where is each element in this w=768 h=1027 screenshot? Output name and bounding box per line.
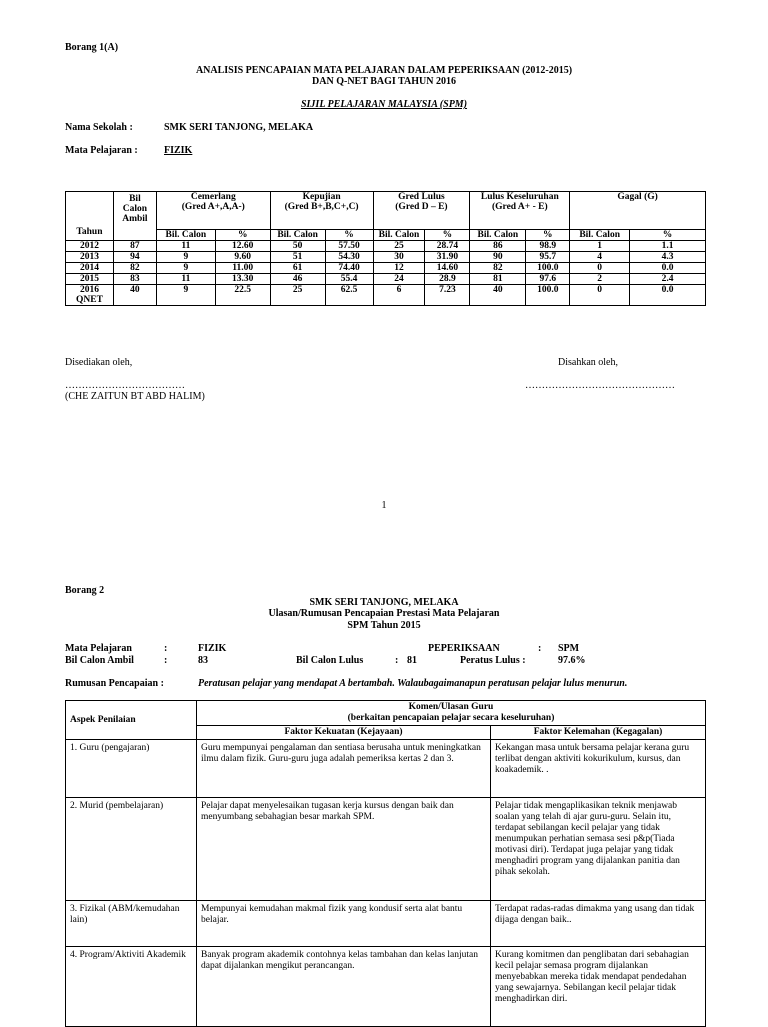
aspect-cell: 4. Program/Aktiviti Akademik	[66, 947, 197, 1027]
data-cell: 9	[156, 285, 215, 306]
data-cell: 22.5	[215, 285, 270, 306]
pass-rate-value: 97.6%	[558, 655, 586, 666]
data-cell: 2	[570, 274, 630, 285]
data-cell: 94	[113, 252, 156, 263]
data-cell: 62.5	[325, 285, 373, 306]
aspect-cell: 1. Guru (pengajaran)	[66, 740, 197, 798]
weakness-cell: Kurang komitmen dan penglibatan dari sebahagian kecil pelajar semasa program dijalankan menyebabkan mereka tidak mendapat pendedahan yang sewajarnya. Sebilangan kecil pelajar tidak menghadirkan diri.	[491, 947, 706, 1027]
page-title-line2: DAN Q-NET BAGI TAHUN 2016	[312, 76, 456, 87]
data-cell: 4.3	[630, 252, 706, 263]
page-subtitle: SIJIL PELAJARAN MALAYSIA (SPM)	[300, 99, 468, 110]
summary-value: Peratusan pelajar yang mendapat A bertambah. Walaubagaimanapun peratusan pelajar lulus menurun.	[198, 678, 628, 689]
form-label: Borang 1(A)	[65, 42, 119, 53]
data-cell: 12	[373, 263, 425, 274]
passed-label: Bil Calon Lulus	[296, 655, 364, 666]
header-aspect: Aspek Penilaian	[66, 701, 197, 740]
data-cell: 13.30	[215, 274, 270, 285]
colon: :	[164, 655, 168, 666]
sub-pct: %	[215, 230, 270, 241]
header-gagal: Gagal (G)	[570, 192, 706, 230]
school-value: SMK SERI TANJONG, MELAKA	[164, 122, 314, 133]
candidates-label: Bil Calon Ambil	[65, 655, 134, 666]
weakness-cell: Terdapat radas-radas dimakma yang usang dan tidak dijaga dengan baik..	[491, 901, 706, 947]
table-row	[66, 274, 706, 285]
results-table	[65, 191, 706, 306]
colon: :	[395, 655, 399, 666]
signature-line-right: ………………………………………	[525, 380, 675, 391]
passed-value: 81	[407, 655, 417, 666]
data-cell: 57.50	[325, 241, 373, 252]
data-cell: 0	[570, 285, 630, 306]
data-cell: 83	[113, 274, 156, 285]
data-cell: 25	[373, 241, 425, 252]
data-cell: 11.00	[215, 263, 270, 274]
approved-by-label: Disahkan oleh,	[558, 357, 618, 368]
data-cell: 40	[113, 285, 156, 306]
data-cell: 87	[113, 241, 156, 252]
signature-line-left: ………………………………	[65, 380, 185, 391]
data-cell: 40	[470, 285, 526, 306]
sub-pct: %	[425, 230, 470, 241]
data-cell: 46	[270, 274, 325, 285]
header-bil-calon: Bil Calon Ambil	[113, 192, 156, 241]
colon: :	[538, 643, 542, 654]
data-cell: 74.40	[325, 263, 373, 274]
form2-title: SMK SERI TANJONG, MELAKA	[309, 597, 459, 608]
data-cell: 50	[270, 241, 325, 252]
weakness-cell: Kekangan masa untuk bersama pelajar kerana guru terlibat dengan aktiviti kokurikulum, kursus, dan koakademik. .	[491, 740, 706, 798]
data-cell: 25	[270, 285, 325, 306]
data-cell: 81	[470, 274, 526, 285]
data-cell: 51	[270, 252, 325, 263]
data-cell: 2.4	[630, 274, 706, 285]
data-cell: 54.30	[325, 252, 373, 263]
data-cell: 12.60	[215, 241, 270, 252]
year-cell: 2012	[66, 241, 114, 252]
candidates-value: 83	[198, 655, 208, 666]
data-cell: 0.0	[630, 263, 706, 274]
review-table	[65, 700, 706, 1027]
data-cell: 55.4	[325, 274, 373, 285]
sub-bil: Bil. Calon	[156, 230, 215, 241]
data-cell: 61	[270, 263, 325, 274]
sub-pct: %	[526, 230, 570, 241]
data-cell: 28.74	[425, 241, 470, 252]
colon: :	[164, 643, 168, 654]
header-cemerlang: Cemerlang (Gred A+,A,A-)	[156, 192, 270, 230]
sub-pct: %	[630, 230, 706, 241]
strength-cell: Pelajar dapat menyelesaikan tugasan kerja kursus dengan baik dan menyumbang sebahagian besar markah SPM.	[197, 798, 491, 901]
sub-pct: %	[325, 230, 373, 241]
subject-label: Mata Pelajaran :	[65, 145, 138, 156]
data-cell: 98.9	[526, 241, 570, 252]
preparer-name: (CHE ZAITUN BT ABD HALIM)	[65, 391, 205, 402]
aspect-cell: 2. Murid (pembelajaran)	[66, 798, 197, 901]
page-number: 1	[381, 500, 387, 511]
table-row	[66, 252, 706, 263]
data-cell: 1.1	[630, 241, 706, 252]
data-cell: 82	[113, 263, 156, 274]
data-cell: 11	[156, 274, 215, 285]
header-lulus-keseluruhan: Lulus Keseluruhan (Gred A+ - E)	[470, 192, 570, 230]
table-row	[66, 285, 706, 306]
year-cell: 2015	[66, 274, 114, 285]
sub-bil: Bil. Calon	[270, 230, 325, 241]
data-cell: 0.0	[630, 285, 706, 306]
data-cell: 86	[470, 241, 526, 252]
subject-value: FIZIK	[198, 643, 227, 654]
aspect-cell: 3. Fizikal (ABM/kemudahan lain)	[66, 901, 197, 947]
strength-cell: Mempunyai kemudahan makmal fizik yang kondusif serta alat bantu belajar.	[197, 901, 491, 947]
data-cell: 100.0	[526, 263, 570, 274]
prepared-by-label: Disediakan oleh,	[65, 357, 133, 368]
sub-bil: Bil. Calon	[570, 230, 630, 241]
strength-cell: Guru mempunyai pengalaman dan sentiasa berusaha untuk meningkatkan ilmu dalam fizik. Guru-guru juga adalah pemeriksa kertas 2 dan 3.	[197, 740, 491, 798]
strength-cell: Banyak program akademik contohnya kelas tambahan dan kelas lanjutan dapat dijalankan mengikut perancangan.	[197, 947, 491, 1027]
data-cell: 28.9	[425, 274, 470, 285]
year-cell: 2014	[66, 263, 114, 274]
exam-value: SPM	[558, 643, 580, 654]
data-cell: 90	[470, 252, 526, 263]
sub-bil: Bil. Calon	[373, 230, 425, 241]
data-cell: 6	[373, 285, 425, 306]
pass-rate-label: Peratus Lulus :	[460, 655, 526, 666]
header-tahun: Tahun	[66, 192, 114, 241]
school-label: Nama Sekolah :	[65, 122, 133, 133]
header-gred-lulus: Gred Lulus (Gred D – E)	[373, 192, 470, 230]
year-cell: 2016 QNET	[66, 285, 114, 306]
data-cell: 31.90	[425, 252, 470, 263]
header-kepujian: Kepujian (Gred B+,B,C+,C)	[270, 192, 373, 230]
sub-bil: Bil. Calon	[470, 230, 526, 241]
subject-label: Mata Pelajaran	[65, 643, 132, 654]
data-cell: 9	[156, 263, 215, 274]
summary-label: Rumusan Pencapaian :	[65, 678, 164, 689]
data-cell: 4	[570, 252, 630, 263]
data-cell: 95.7	[526, 252, 570, 263]
header-weakness: Faktor Kelemahan (Kegagalan)	[491, 726, 706, 740]
data-cell: 100.0	[526, 285, 570, 306]
data-cell: 9	[156, 252, 215, 263]
data-cell: 11	[156, 241, 215, 252]
weakness-cell: Pelajar tidak mengaplikasikan teknik menjawab soalan yang telah di ajar guru-guru. Selain itu, terdapat sebilangan kecil pelajar yang tidak menumpukan perhatian semasa sesi p&p(Tiada motivasi diri). Terdapat juga pelajar yang tidak menghadiri program yang dijalankan panitia dan pihak sekolah.	[491, 798, 706, 901]
form2-label: Borang 2	[65, 585, 105, 596]
exam-label: PEPERIKSAAN	[428, 643, 500, 654]
data-cell: 30	[373, 252, 425, 263]
data-cell: 14.60	[425, 263, 470, 274]
header-comment: Komen/Ulasan Guru (berkaitan pencapaian pelajar secara keseluruhan)	[197, 701, 706, 726]
page-title: ANALISIS PENCAPAIAN MATA PELAJARAN DALAM PEPERIKSAAN (2012-2015)	[195, 65, 573, 76]
table-row	[66, 263, 706, 274]
data-cell: 1	[570, 241, 630, 252]
data-cell: 82	[470, 263, 526, 274]
data-cell: 97.6	[526, 274, 570, 285]
year-cell: 2013	[66, 252, 114, 263]
subject-value: FIZIK	[164, 145, 193, 156]
data-cell: 9.60	[215, 252, 270, 263]
data-cell: 0	[570, 263, 630, 274]
data-cell: 7.23	[425, 285, 470, 306]
header-strength: Faktor Kekuatan (Kejayaan)	[197, 726, 491, 740]
form2-title-line2: Ulasan/Rumusan Pencapaian Prestasi Mata Pelajaran	[268, 608, 500, 619]
data-cell: 24	[373, 274, 425, 285]
table-row	[66, 241, 706, 252]
form2-title-line3: SPM Tahun 2015	[347, 620, 421, 631]
